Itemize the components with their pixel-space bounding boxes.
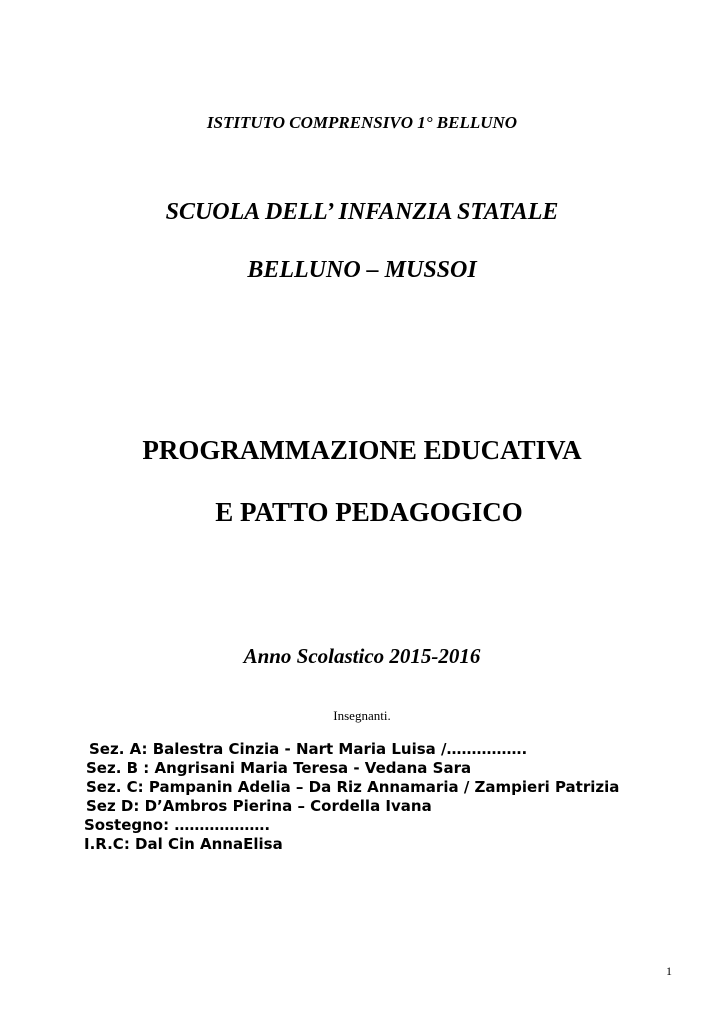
page-number: 1: [666, 964, 672, 978]
teachers-section-b: Sez. B : Angrisani Maria Teresa - Vedana Sara: [86, 759, 472, 777]
teachers-support: Sostegno: ……………….: [84, 816, 271, 834]
teachers-irc: I.R.C: Dal Cin AnnaElisa: [84, 835, 283, 853]
teachers-section-a: Sez. A: Balestra Cinzia - Nart Maria Luisa /…………….: [89, 740, 528, 758]
school-year: Anno Scolastico 2015-2016: [243, 644, 481, 668]
teachers-section-c: Sez. C: Pampanin Adelia – Da Riz Annamaria / Zampieri Patrizia: [86, 778, 620, 796]
school-location: BELLUNO – MUSSOI: [247, 257, 477, 283]
teachers-section-d: Sez D: D’Ambros Pierina – Cordella Ivana: [86, 797, 432, 815]
teachers-list: [0, 740, 724, 854]
teachers-label: Insegnanti.: [333, 708, 391, 723]
document-title-line-1: PROGRAMMAZIONE EDUCATIVA: [142, 435, 582, 465]
document-title-line-2: E PATTO PEDAGOGICO: [215, 497, 523, 527]
school-name: SCUOLA DELL’ INFANZIA STATALE: [165, 199, 559, 225]
institute-name: ISTITUTO COMPRENSIVO 1° BELLUNO: [206, 113, 518, 132]
